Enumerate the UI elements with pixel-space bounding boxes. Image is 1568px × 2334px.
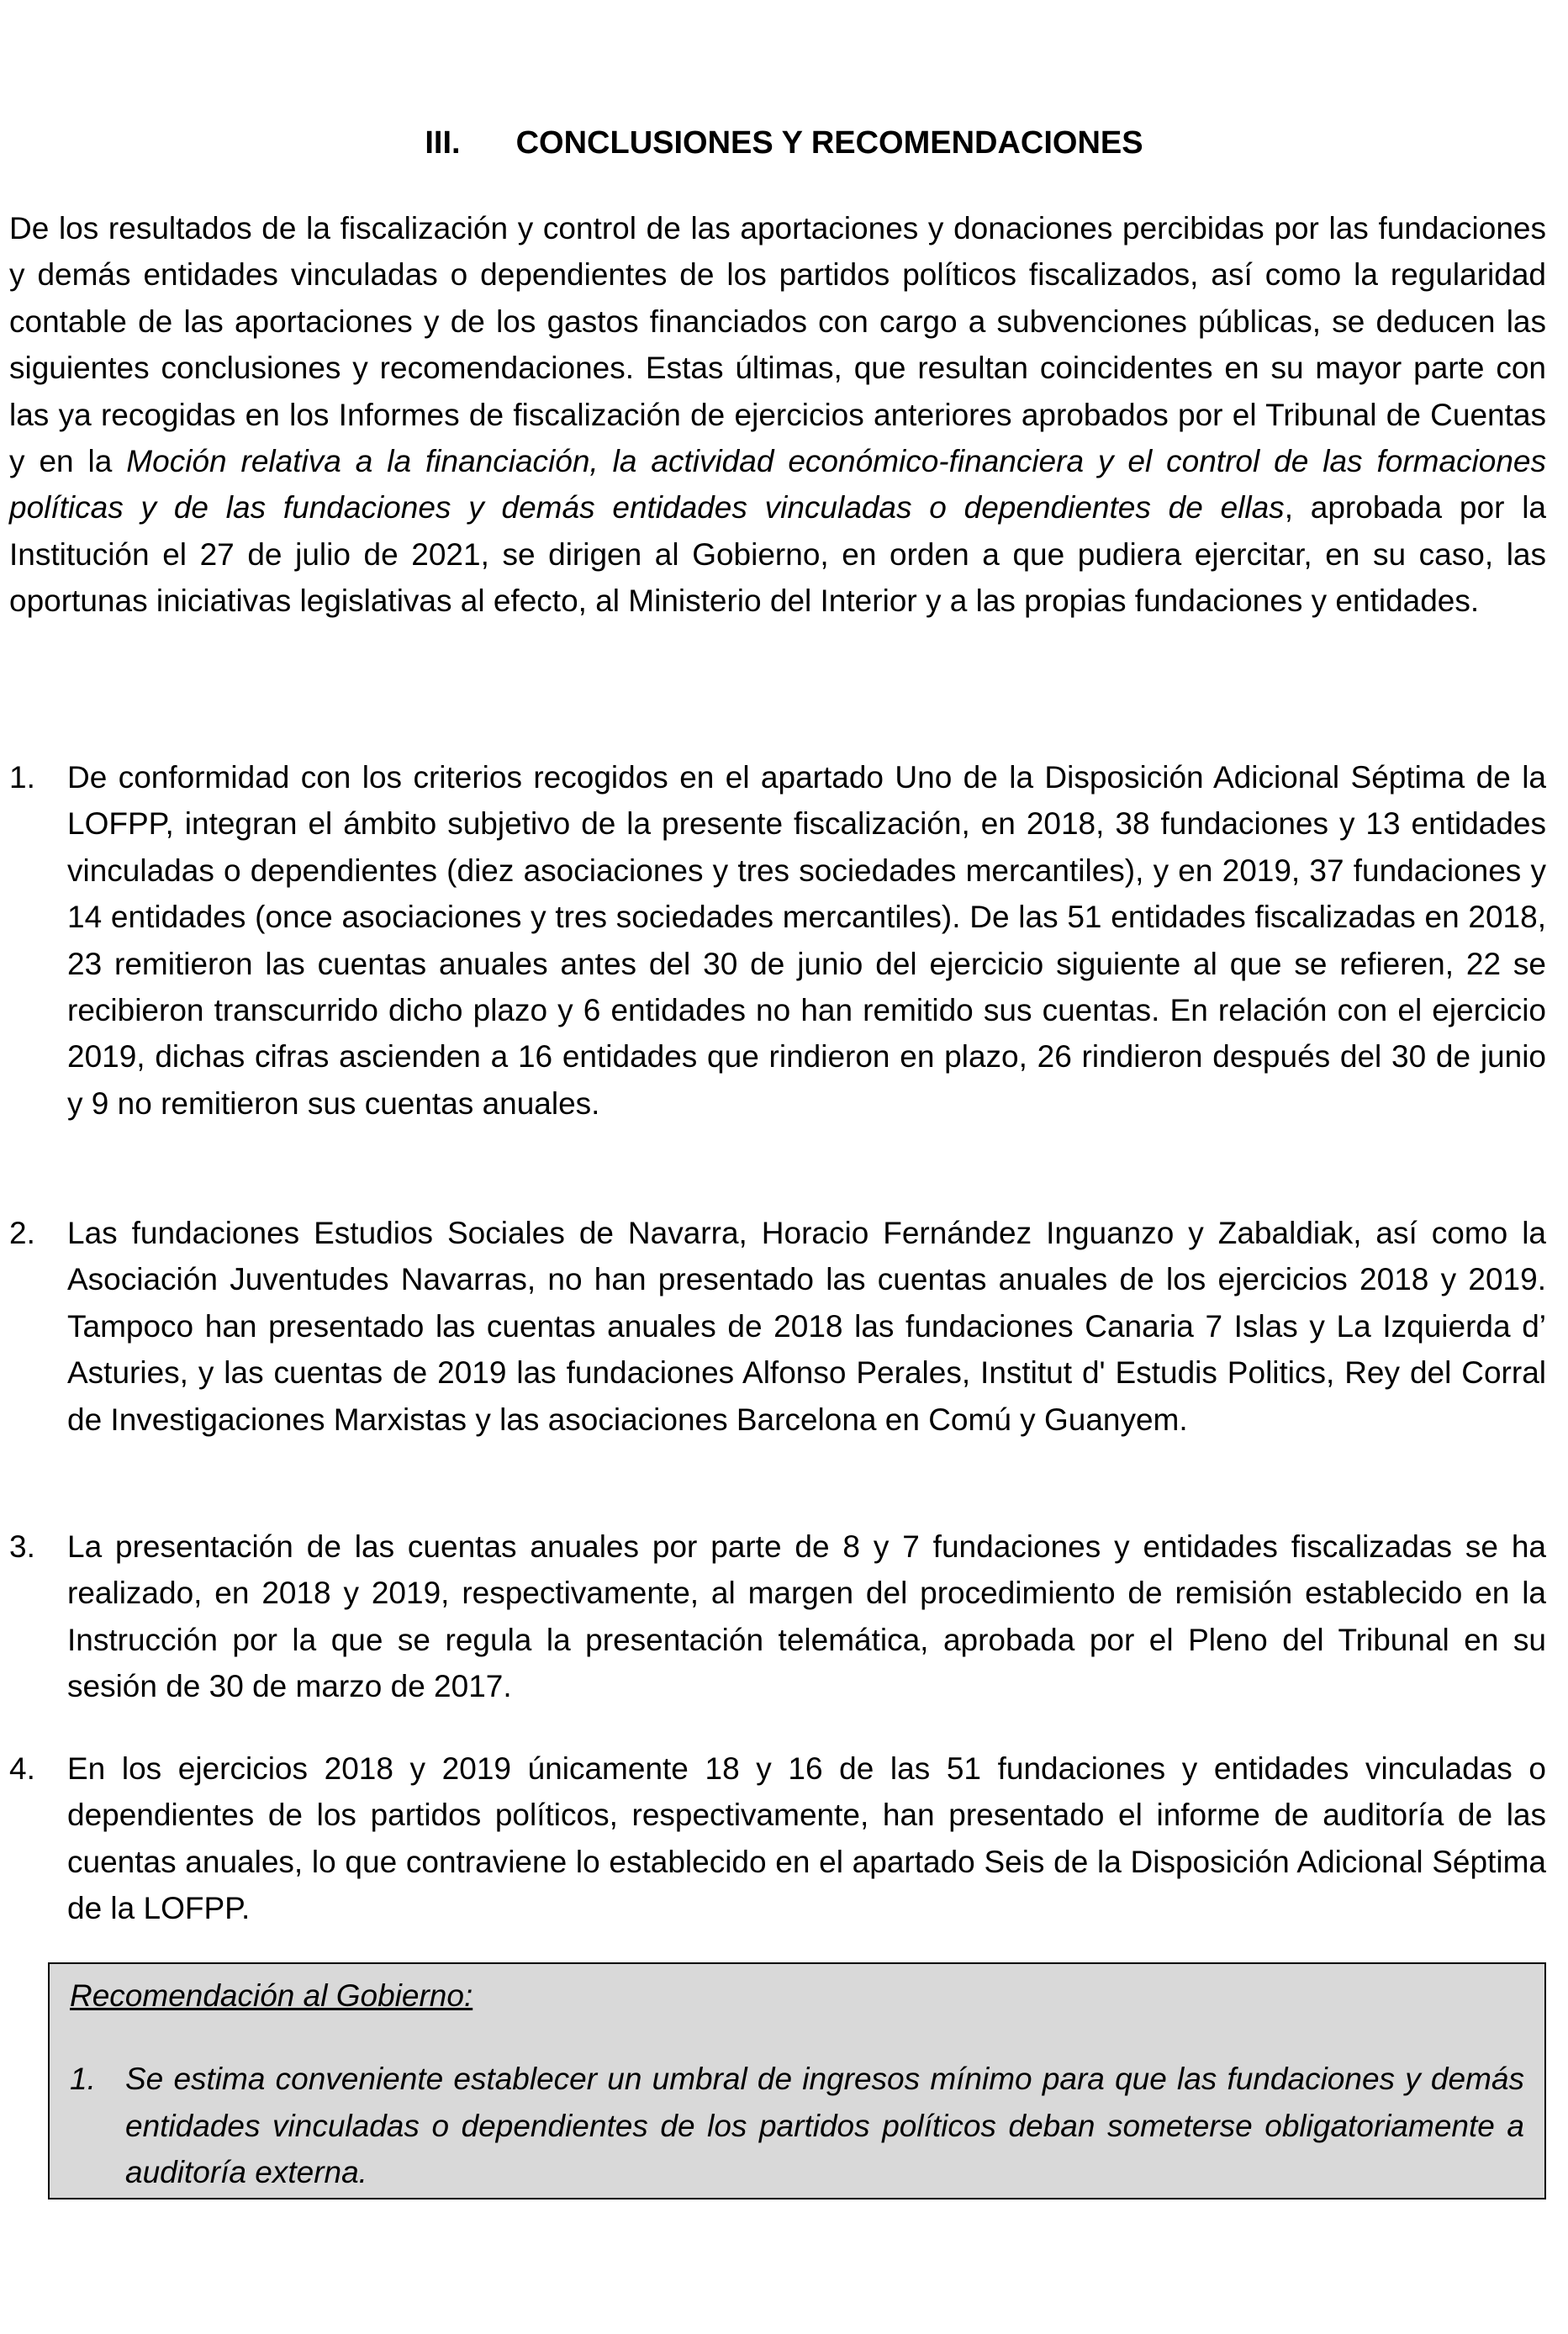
conclusion-item-4 [9,1745,1546,1932]
intro-paragraph [9,205,1546,625]
section-number: III. [425,125,461,161]
conclusion-number: 4. [9,1751,35,1786]
conclusion-text: En los ejercicios 2018 y 2019 únicamente 18 y 16 de las 51 fundaciones y entidades vinculadas o dependientes de los partidos políticos, respectivamente, han presentado el informe de auditoría de las cuentas anuales, lo que contraviene lo establecido en el apartado Seis de la Disposición Adicional Séptima de la LOFPP. [67,1751,1546,1926]
recommendation-title: Recomendación al Gobierno: [70,1978,473,2013]
recommendation-item-1 [70,2056,1524,2195]
conclusion-item-1 [9,754,1546,1127]
conclusion-list-2 [9,1210,1546,1443]
recommendation-text: Se estima conveniente establecer un umbral de ingresos mínimo para que las fundaciones y demás entidades vinculadas o dependientes de los partidos políticos deban someterse obligatoriamente a auditoría externa. [125,2062,1524,2190]
conclusion-item-3 [9,1523,1546,1710]
conclusion-list-3 [9,1523,1546,1710]
section-heading [0,119,1568,166]
recommendation-box [48,1962,1546,2199]
conclusion-list-4 [9,1745,1546,1932]
intro-text-part1: De los resultados de la fiscalización y control de las aportaciones y donaciones percibidas por las fundaciones y demás entidades vinculadas o dependientes de los partidos políticos fiscalizados, así como la regularidad contable de las aportaciones y de los gastos financiados con cargo a subvenciones públicas, se deducen las siguientes conclusiones y recomendaciones. Estas últimas, que resultan coincidentes en su mayor parte con las ya recogidas en los Informes de fiscalización de ejercicios anteriores aprobados por el Tribunal de Cuentas y en la [9,211,1546,479]
conclusion-number: 2. [9,1216,35,1250]
conclusion-item-2 [9,1210,1546,1443]
conclusion-text: La presentación de las cuentas anuales por parte de 8 y 7 fundaciones y entidades fiscalizadas se ha realizado, en 2018 y 2019, respectivamente, al margen del procedimiento de remisión establecido en la Instrucción por la que se regula la presentación telemática, aprobada por el Pleno del Tribunal en su sesión de 30 de marzo de 2017. [67,1529,1546,1704]
conclusion-text: De conformidad con los criterios recogidos en el apartado Uno de la Disposición Adicional Séptima de la LOFPP, integran el ámbito subjetivo de la presente fiscalización, en 2018, 38 fundaciones y 13 entidades vinculadas o dependientes (diez asociaciones y tres sociedades mercantiles), y en 2019, 37 fundaciones y 14 entidades (once asociaciones y tres sociedades mercantiles). De las 51 entidades fiscalizadas en 2018, 23 remitieron las cuentas anuales antes del 30 de junio del ejercicio siguiente al que se refieren, 22 se recibieron transcurrido dicho plazo y 6 entidades no han remitido sus cuentas. En relación con el ejercicio 2019, dichas cifras ascienden a 16 entidades que rindieron en plazo, 26 rindieron después del 30 de junio y 9 no remitieron sus cuentas anuales. [67,760,1546,1121]
conclusion-number: 1. [9,760,35,795]
intro-text-part2: , aprobada por la Institución el 27 de julio de 2021, se dirigen al Gobierno, en orden a que pudiera ejercitar, en su caso, las oportunas iniciativas legislativas al efecto, al Ministerio del Interior y a las propias fundaciones y entidades. [9,490,1546,619]
conclusion-list-1 [9,754,1546,1127]
recommendation-number: 1. [70,2062,96,2097]
conclusion-number: 3. [9,1529,35,1564]
section-title: CONCLUSIONES Y RECOMENDACIONES [515,125,1143,161]
conclusion-text: Las fundaciones Estudios Sociales de Navarra, Horacio Fernández Inguanzo y Zabaldiak, así como la Asociación Juventudes Navarras, no han presentado las cuentas anuales de los ejercicios 2018 y 2019. Tampoco han presentado las cuentas anuales de 2018 las fundaciones Canaria 7 Islas y La Izquierda d’ Asturies, y las cuentas de 2019 las fundaciones Alfonso Perales, Institut d' Estudis Politics, Rey del Corral de Investigaciones Marxistas y las asociaciones Barcelona en Comú y Guanyem. [67,1216,1546,1437]
motion-title: Moción relativa a la financiación, la actividad económico-financiera y el control de las formaciones políticas y de las fundaciones y demás entidades vinculadas o dependientes de ellas [9,444,1547,525]
